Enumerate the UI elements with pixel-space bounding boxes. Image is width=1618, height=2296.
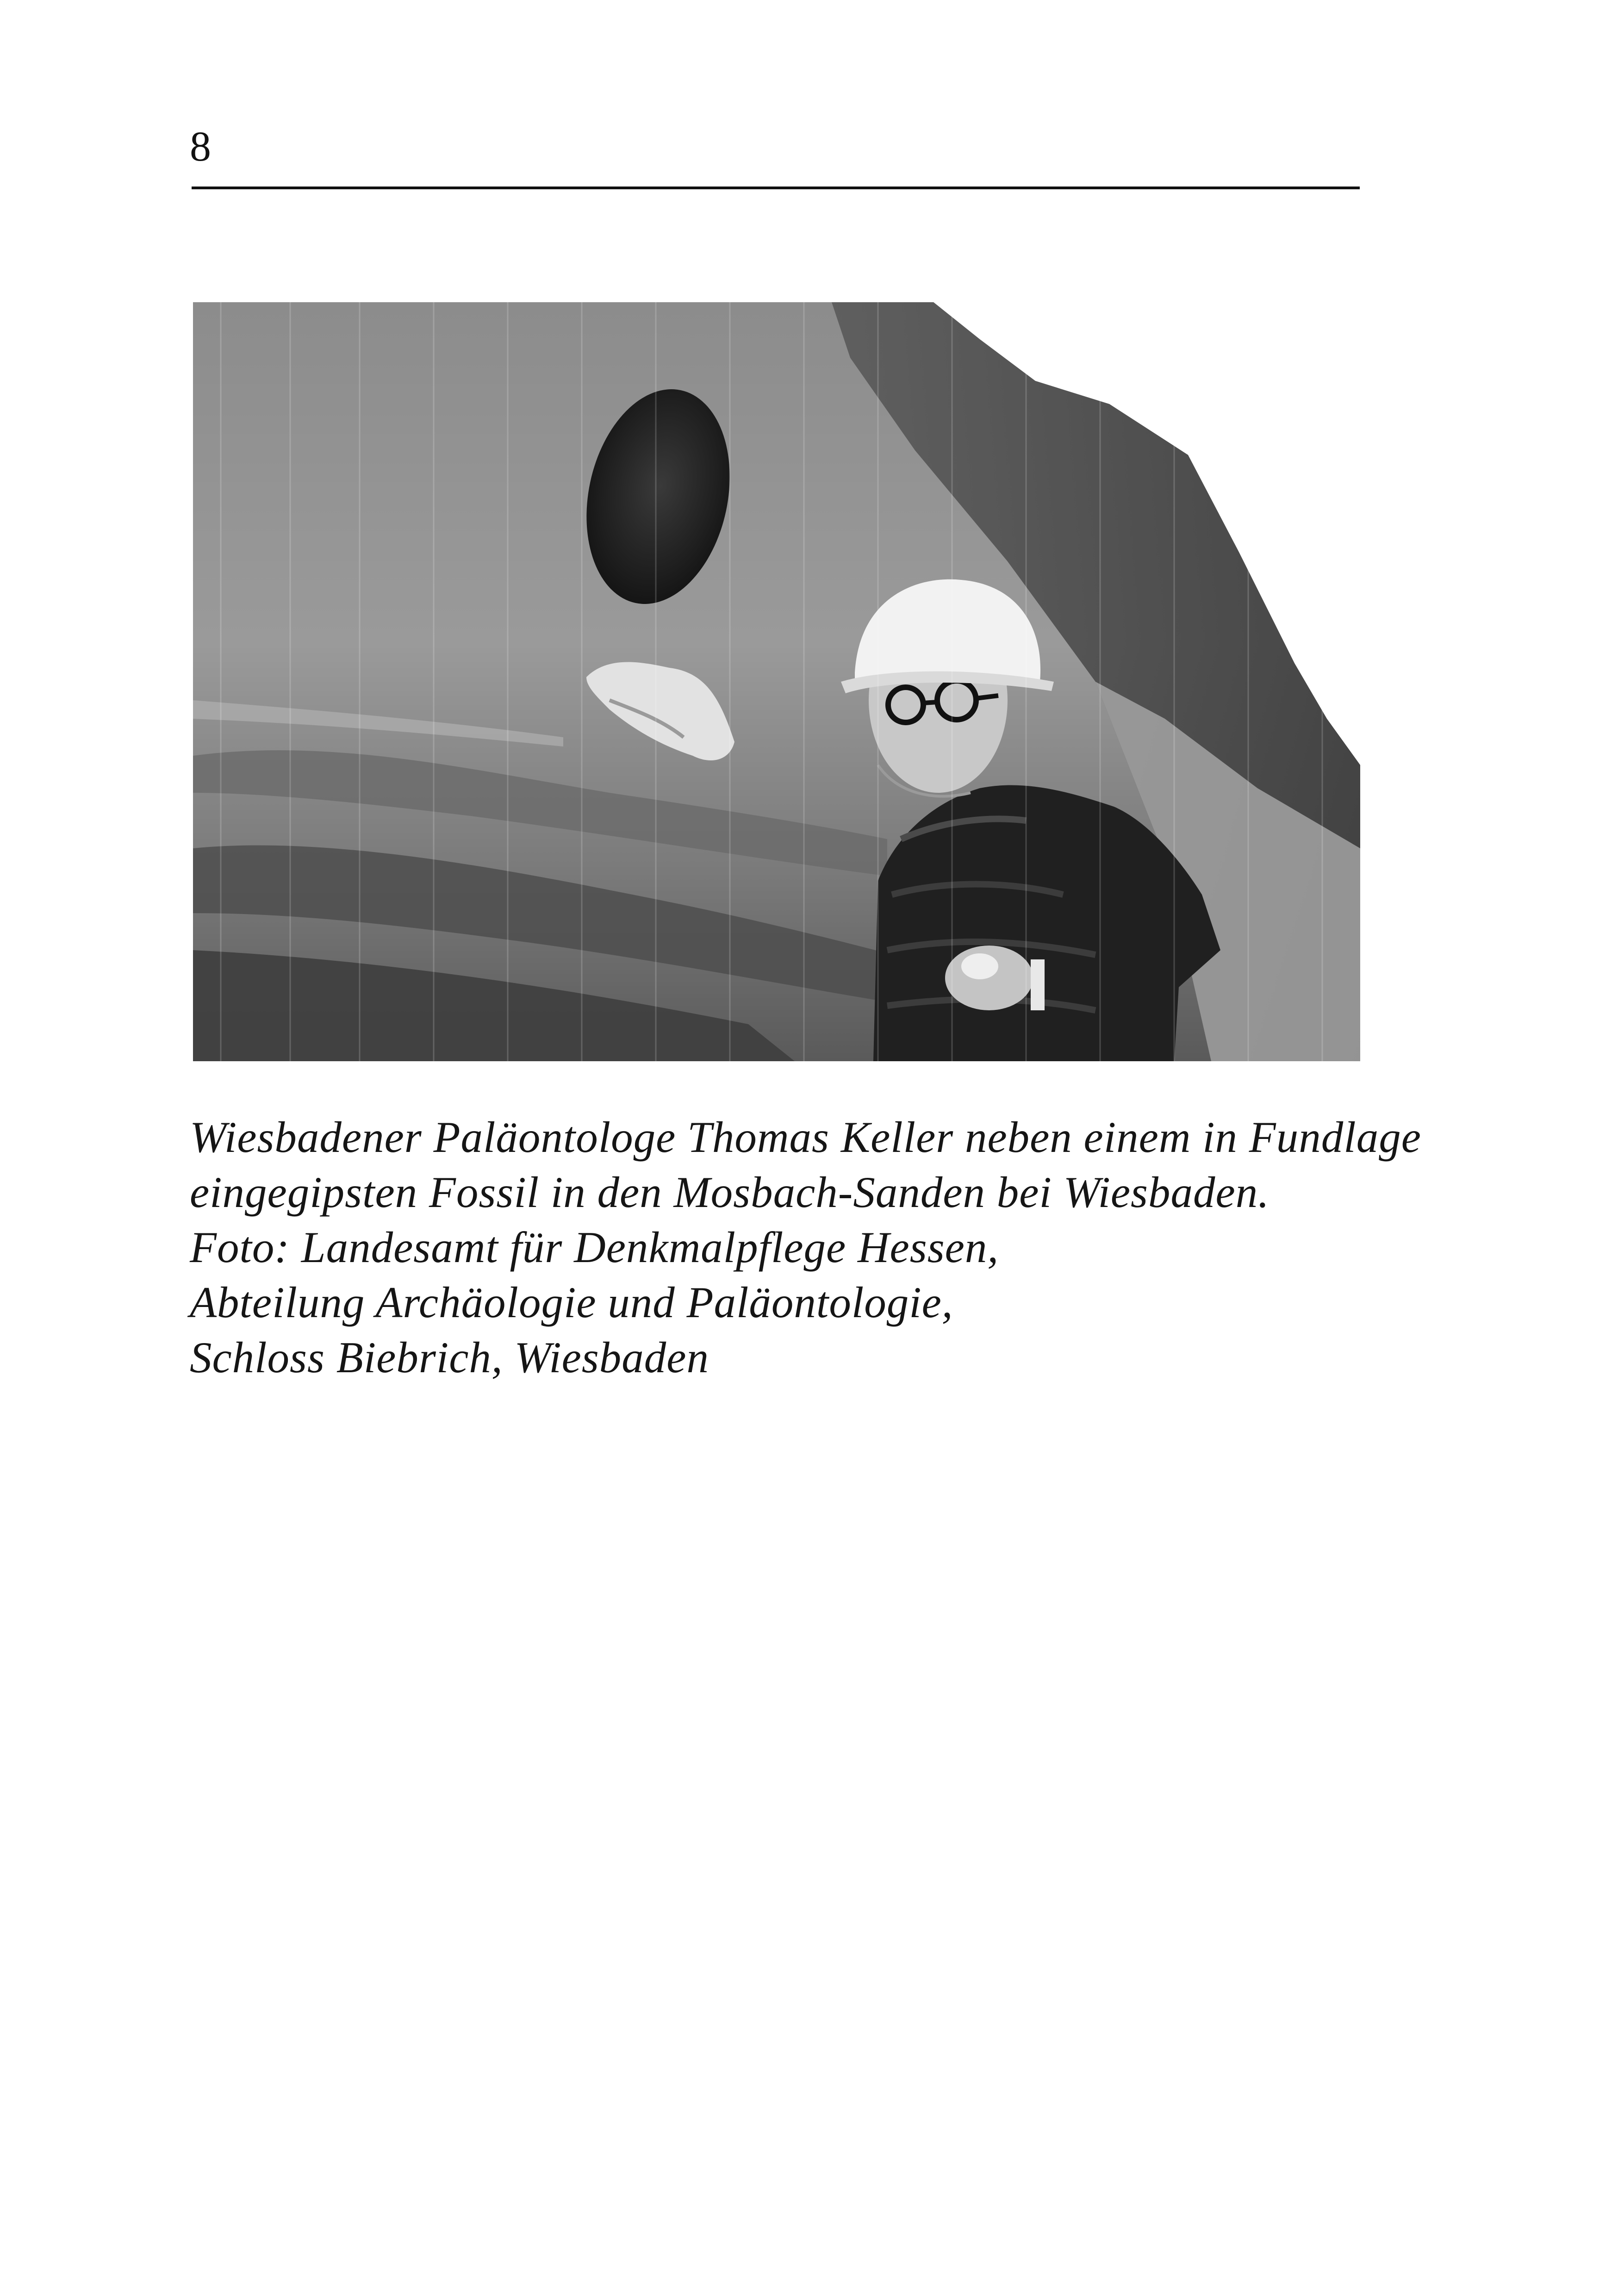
caption-line: Abteilung Archäologie und Paläontologie, — [190, 1278, 953, 1327]
caption-line: Schloss Biebrich, Wiesbaden — [190, 1333, 709, 1382]
figure-photo — [193, 302, 1360, 1061]
figure-caption — [190, 1110, 1421, 1385]
caption-line: eingegipsten Fossil in den Mosbach-Sanden bei Wiesbaden. — [190, 1168, 1270, 1217]
caption-line: Foto: Landesamt für Denkmalpflege Hessen, — [190, 1223, 999, 1272]
caption-line: Wiesbadener Paläontologe Thomas Keller neben einem in Fundlage — [190, 1113, 1421, 1162]
header-rule — [192, 187, 1360, 189]
page-number: 8 — [190, 123, 211, 170]
